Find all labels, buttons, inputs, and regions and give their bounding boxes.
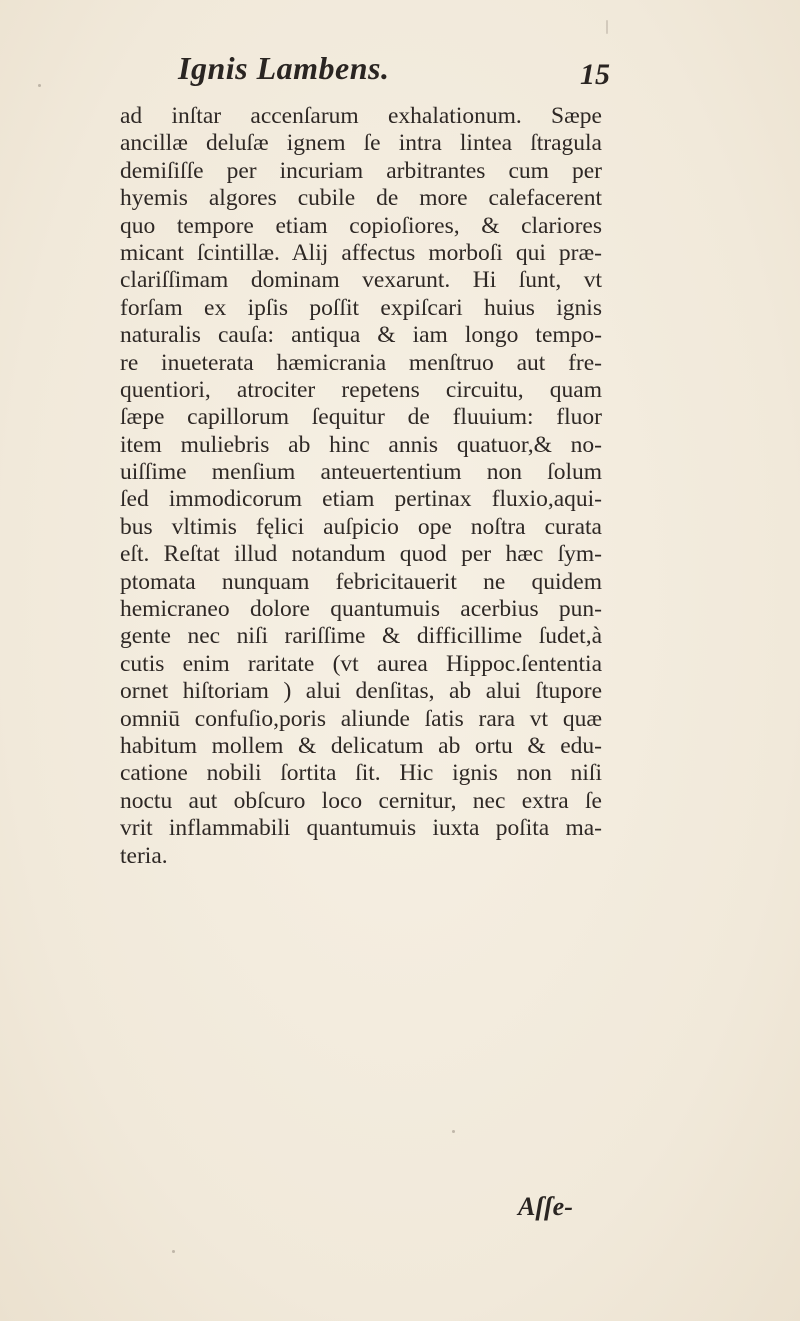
text-line: micant ſcintillæ. Alij affectus morboſi qui præ- bbox=[120, 239, 602, 266]
text-line: vrit inflammabili quantumuis iuxta poſita ma- bbox=[120, 815, 602, 842]
paper-speck bbox=[38, 84, 41, 87]
text-line: ad inſtar accenſarum exhalationum. Sæpe bbox=[120, 103, 602, 129]
paper-speck bbox=[172, 1250, 175, 1253]
catchword: Aſſe- bbox=[518, 1192, 573, 1221]
text-line: quo tempore etiam copioſiores, & clariores bbox=[120, 212, 602, 239]
text-line: bus vltimis fęlici auſpicio ope noſtra curata bbox=[120, 513, 602, 540]
text-line: noctu aut obſcuro loco cernitur, nec extra ſe bbox=[120, 787, 602, 814]
text-line: gente nec niſi rariſſime & difficillime ſudet,à bbox=[120, 623, 602, 650]
text-line: clariſſimam dominam vexarunt. Hi ſunt, vt bbox=[120, 267, 602, 294]
page-header bbox=[130, 50, 610, 100]
paper-speck bbox=[452, 1130, 455, 1133]
text-line: omniū confuſio,poris aliunde ſatis rara vt quæ bbox=[120, 705, 602, 732]
paper-speck bbox=[606, 20, 608, 34]
text-line: demiſiſſe per incuriam arbitrantes cum per bbox=[120, 157, 602, 184]
text-line: ancillæ deluſæ ignem ſe intra lintea ſtragula bbox=[120, 130, 602, 157]
text-line: item muliebris ab hinc annis quatuor,& no- bbox=[120, 431, 602, 458]
text-line: ptomata nunquam febricitauerit ne quidem bbox=[120, 568, 602, 595]
text-line: cutis enim raritate (vt aurea Hippoc.ſententia bbox=[120, 650, 602, 677]
text-line: re inueterata hæmicrania menſtruo aut fre- bbox=[120, 349, 602, 376]
text-line: uiſſime menſium anteuertentium non ſolum bbox=[120, 459, 602, 486]
text-line: ſæpe capillorum ſequitur de fluuium: fluor bbox=[120, 404, 602, 431]
text-line: habitum mollem & delicatum ab ortu & edu- bbox=[120, 732, 602, 759]
text-line: hemicraneo dolore quantumuis acerbius pun- bbox=[120, 596, 602, 623]
text-line: naturalis cauſa: antiqua & iam longo tempo- bbox=[120, 322, 602, 349]
text-line: ornet hiſtoriam ) alui denſitas, ab alui ſtupore bbox=[120, 678, 602, 705]
page-number: 15 bbox=[580, 58, 610, 91]
text-line: quentiori, atrociter repetens circuitu, quam bbox=[120, 376, 602, 403]
text-line: eſt. Reſtat illud notandum quod per hæc ſym- bbox=[120, 541, 602, 568]
text-line: teria. bbox=[120, 842, 168, 869]
running-title: Ignis Lambens. bbox=[178, 50, 390, 86]
body-text bbox=[120, 103, 602, 870]
text-line: ſed immodicorum etiam pertinax fluxio,aqui- bbox=[120, 486, 602, 513]
text-line: forſam ex ipſis poſſit expiſcari huius ignis bbox=[120, 294, 602, 321]
text-line: catione nobili ſortita ſit. Hic ignis non niſi bbox=[120, 760, 602, 787]
text-line: hyemis algores cubile de more calefacerent bbox=[120, 185, 602, 212]
